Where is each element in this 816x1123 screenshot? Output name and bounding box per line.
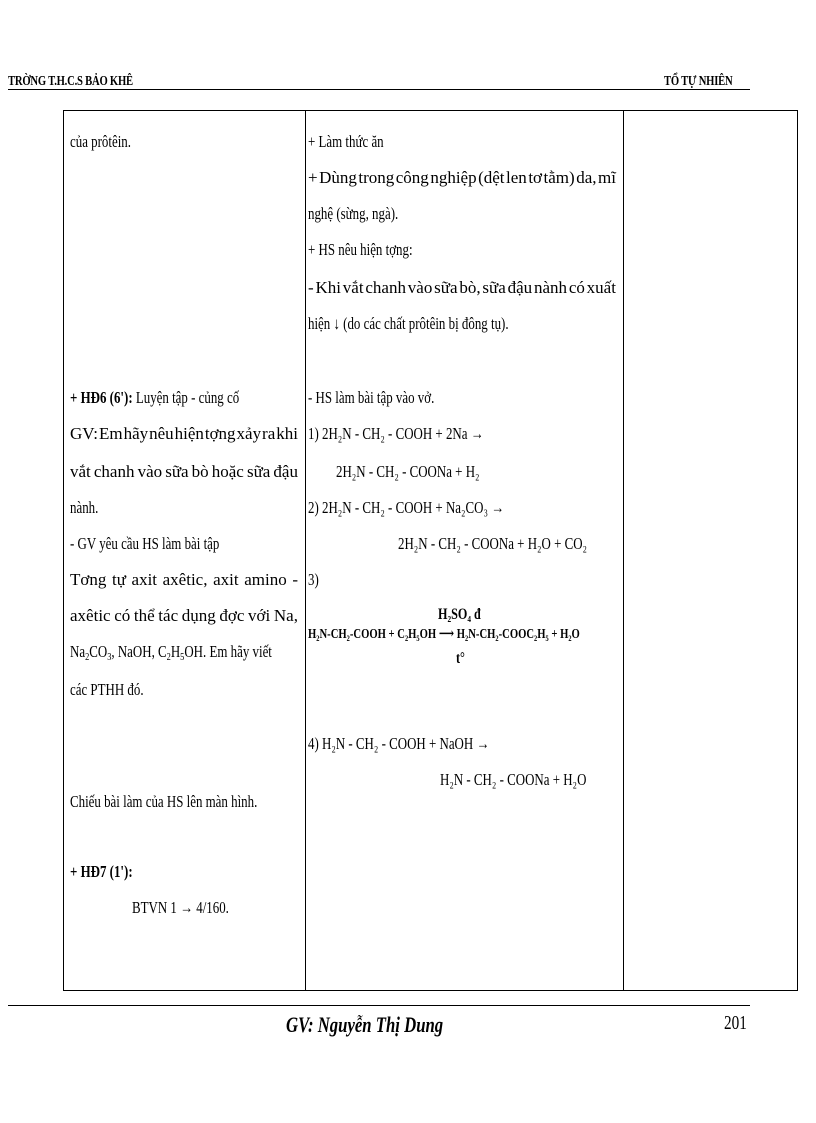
reaction-2b: 2H₂N - CH₂ - COONa + H₂O + CO₂ <box>398 534 588 553</box>
phenomenon-line-2: hiện ↓ (do các chất prôtêin bị đông tụ). <box>308 314 509 333</box>
phenomenon-line-1: - Khi vắt chanh vào sữa bò, sữa đậu nành có xuất <box>308 278 616 297</box>
task-line-1: Tơng tự axit axêtic, axit amino - <box>70 570 298 589</box>
task-line-3: $Na_2CO_3$, NaOH, $C_2H_5OH$. Em hãy viết <box>70 642 272 663</box>
gv-request: - GV yêu cầu HS làm bài tập <box>70 534 220 553</box>
left-protein-tail: của prôtêin. <box>70 132 131 151</box>
teacher-name: GV: Nguyễn Thị Dung <box>286 1012 444 1037</box>
gv-question-line-1: GV: Em hãy nêu hiện tợng xảy ra khi <box>70 424 298 443</box>
reaction-3-formula: H₂N-CH₂-COOH + C₂H₅OH ⟶ H₂N-CH₂-COOC₂H₅ + H₂O <box>308 627 580 642</box>
hd7-heading: + HĐ7 (1'): <box>70 862 133 881</box>
gv-question-line-3: nành. <box>70 498 99 517</box>
department-name: TỔ TỰ NHIÊN <box>664 74 733 89</box>
homework: BTVN 1 → 4/160. <box>132 898 229 917</box>
school-name: TRỜNG T.H.C.S BẢO KHÊ <box>8 74 133 89</box>
reaction-3-catalyst: H₂SO₄ đ <box>438 606 481 623</box>
hs-phenomenon-heading: + HS nêu hiện tợng: <box>308 240 413 259</box>
page-number: 201 <box>724 1012 747 1034</box>
reaction-1a: 1) 2H₂N - CH₂ - COOH + 2Na → <box>308 424 484 443</box>
show-on-screen: Chiếu bài làm của HS lên màn hình. <box>70 792 258 811</box>
task-line-4: các PTHH đó. <box>70 680 144 699</box>
reaction-3-label: 3) <box>308 570 319 589</box>
reaction-1b: 2H₂N - CH₂ - COONa + H₂ <box>336 462 480 481</box>
reaction-2a: 2) 2H₂N - CH₂ - COOH + Na₂CO₃ → <box>308 498 505 517</box>
hs-exercise: - HS làm bài tập vào vở. <box>308 388 435 407</box>
gv-question-line-2: vắt chanh vào sữa bò hoặc sữa đậu <box>70 462 298 481</box>
column-divider-1 <box>305 111 306 990</box>
reaction-3-equation <box>308 606 628 676</box>
use-industry-line-1: + Dùng trong công nghiệp (dệt len tơ tằm) da, mĩ <box>308 168 616 187</box>
reaction-3-condition: t° <box>456 650 465 667</box>
reaction-4b: H₂N - CH₂ - COONa + H₂O <box>440 770 587 789</box>
use-industry-line-2: nghệ (sừng, ngà). <box>308 204 399 223</box>
header-rule <box>8 89 750 90</box>
reaction-4a: 4) H₂N - CH₂ - COOH + NaOH → <box>308 734 490 753</box>
footer-rule <box>8 1005 750 1006</box>
hd6-heading: + HĐ6 (6'): Luyện tập - củng cố <box>70 388 240 407</box>
use-food: + Làm thức ăn <box>308 132 384 151</box>
task-line-2: axêtic có thể tác dụng đợc với Na, <box>70 606 298 625</box>
